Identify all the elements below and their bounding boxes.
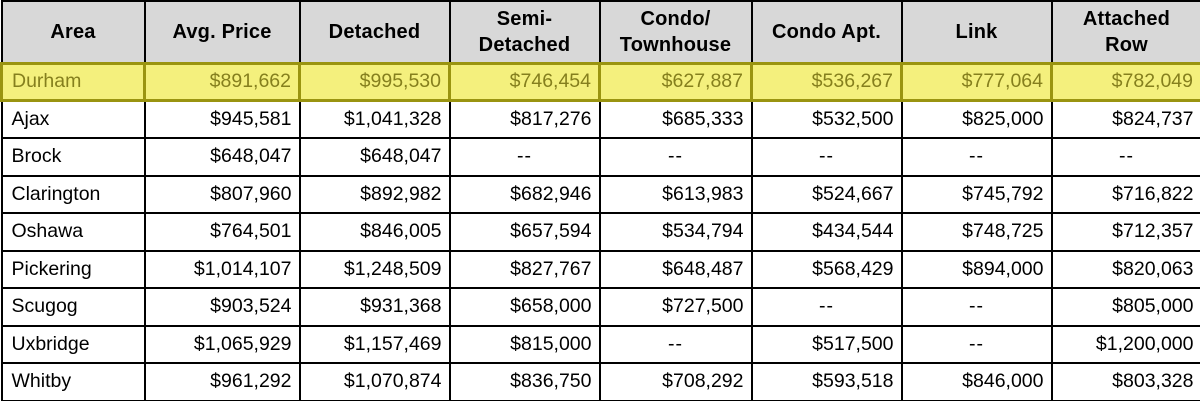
column-header-line: Attached [1082, 7, 1171, 30]
area-cell: Whitby [2, 363, 145, 401]
price-cell: $892,982 [300, 176, 450, 214]
table-row [2, 251, 1200, 289]
price-cell: $613,983 [600, 176, 752, 214]
empty-value-cell: -- [902, 326, 1052, 364]
area-cell: Brock [2, 138, 145, 176]
column-header-line: Row [1105, 33, 1148, 56]
price-cell: $824,737 [1052, 101, 1200, 139]
price-cell: $648,487 [600, 251, 752, 289]
price-cell: $534,794 [600, 213, 752, 251]
table-row [2, 326, 1200, 364]
price-cell: $846,005 [300, 213, 450, 251]
table-body [2, 63, 1200, 401]
price-cell: $945,581 [145, 101, 300, 139]
price-cell: $1,065,929 [145, 326, 300, 364]
price-cell: $805,000 [1052, 288, 1200, 326]
price-cell: $685,333 [600, 101, 752, 139]
price-cell: $777,064 [902, 63, 1052, 101]
column-header-line: Area [50, 20, 96, 43]
price-cell: $836,750 [450, 363, 600, 401]
price-cell: $820,063 [1052, 251, 1200, 289]
price-cell: $846,000 [902, 363, 1052, 401]
price-cell: $815,000 [450, 326, 600, 364]
empty-value-cell: -- [902, 138, 1052, 176]
empty-value-cell: -- [600, 138, 752, 176]
table-header [2, 1, 1200, 63]
price-cell: $627,887 [600, 63, 752, 101]
empty-value-cell: -- [600, 326, 752, 364]
price-cell: $1,157,469 [300, 326, 450, 364]
price-cell: $825,000 [902, 101, 1052, 139]
price-cell: $746,454 [450, 63, 600, 101]
column-header-line: Condo Apt. [771, 20, 881, 43]
price-cell: $708,292 [600, 363, 752, 401]
price-cell: $648,047 [300, 138, 450, 176]
price-cell: $536,267 [752, 63, 902, 101]
column-header-line: Townhouse [619, 33, 732, 56]
column-header-attached_row [1052, 1, 1200, 63]
table-row-highlighted [2, 63, 1200, 101]
price-cell: $1,248,509 [300, 251, 450, 289]
price-cell: $807,960 [145, 176, 300, 214]
column-header-line: Link [955, 20, 998, 43]
column-header-condo_apt [752, 1, 902, 63]
price-cell: $648,047 [145, 138, 300, 176]
price-cell: $827,767 [450, 251, 600, 289]
price-cell: $1,200,000 [1052, 326, 1200, 364]
column-header-line: Detached [328, 20, 421, 43]
table-row [2, 176, 1200, 214]
price-cell: $817,276 [450, 101, 600, 139]
area-cell: Oshawa [2, 213, 145, 251]
column-header-semi_detached [450, 1, 600, 63]
column-header-condo_townhouse [600, 1, 752, 63]
empty-value-cell: -- [450, 138, 600, 176]
price-cell: $658,000 [450, 288, 600, 326]
table-row [2, 213, 1200, 251]
price-cell: $568,429 [752, 251, 902, 289]
price-cell: $891,662 [145, 63, 300, 101]
column-header-line: Condo/ [640, 7, 711, 30]
column-header-detached [300, 1, 450, 63]
price-cell: $894,000 [902, 251, 1052, 289]
price-cell: $764,501 [145, 213, 300, 251]
area-cell: Ajax [2, 101, 145, 139]
area-cell: Clarington [2, 176, 145, 214]
price-cell: $803,328 [1052, 363, 1200, 401]
empty-value-cell: -- [752, 138, 902, 176]
empty-value-cell: -- [752, 288, 902, 326]
price-cell: $682,946 [450, 176, 600, 214]
price-cell: $727,500 [600, 288, 752, 326]
price-cell: $657,594 [450, 213, 600, 251]
price-cell: $712,357 [1052, 213, 1200, 251]
price-cell: $995,530 [300, 63, 450, 101]
empty-value-cell: -- [1052, 138, 1200, 176]
table-row [2, 288, 1200, 326]
table-row [2, 138, 1200, 176]
table-header-row [2, 1, 1200, 63]
price-cell: $745,792 [902, 176, 1052, 214]
price-cell: $716,822 [1052, 176, 1200, 214]
price-cell: $782,049 [1052, 63, 1200, 101]
area-cell: Scugog [2, 288, 145, 326]
price-cell: $593,518 [752, 363, 902, 401]
price-cell: $532,500 [752, 101, 902, 139]
price-cell: $524,667 [752, 176, 902, 214]
column-header-line: Semi- [496, 7, 553, 30]
price-cell: $748,725 [902, 213, 1052, 251]
price-cell: $931,368 [300, 288, 450, 326]
price-cell: $1,014,107 [145, 251, 300, 289]
price-cell: $434,544 [752, 213, 902, 251]
table-row [2, 101, 1200, 139]
column-header-avg_price [145, 1, 300, 63]
price-cell: $961,292 [145, 363, 300, 401]
empty-value-cell: -- [902, 288, 1052, 326]
table-row [2, 363, 1200, 401]
area-cell: Durham [2, 63, 145, 101]
area-cell: Uxbridge [2, 326, 145, 364]
price-cell: $1,070,874 [300, 363, 450, 401]
price-cell: $517,500 [752, 326, 902, 364]
area-cell: Pickering [2, 251, 145, 289]
price-cell: $1,041,328 [300, 101, 450, 139]
column-header-area [2, 1, 145, 63]
column-header-link [902, 1, 1052, 63]
column-header-line: Detached [478, 33, 571, 56]
column-header-line: Avg. Price [172, 20, 272, 43]
price-cell: $903,524 [145, 288, 300, 326]
